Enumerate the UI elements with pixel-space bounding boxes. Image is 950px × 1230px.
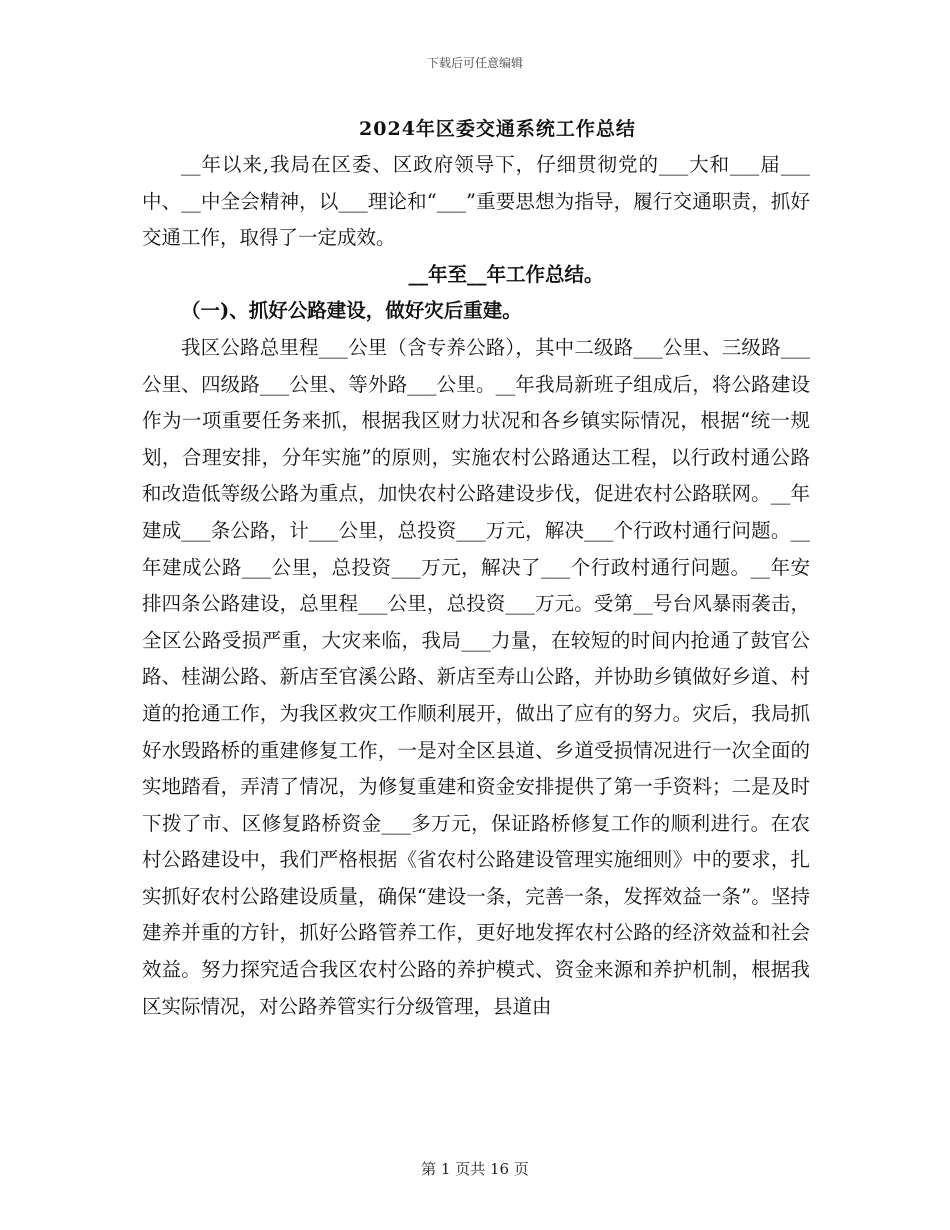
section-heading: __年至__年工作总结。: [408, 262, 604, 286]
header-note: 下载后可任意编辑: [426, 56, 523, 70]
page-footer: 第 1 页共 16 页: [421, 1160, 529, 1178]
body-paragraph: 我区公路总里程___公里（含专养公路），其中二级路___公里、三级路___公里、四级路___公里、等外路___公里。__年我局新班子组成后，将公路建设作为一项重要任务来抓，根据我区财力状况和各乡镇实际情况，根据“统一规划，合理安排，分年实施”的原则，实施农村公路通达工程，以行政村通公路和改造低等级公路为重点，加快农村公路建设步伐，促进农村公路联网。__年建成___条公路，计___公里，总投资___万元，解决___个行政村通行问题。__年建成公路___公里，总投资___万元，解决了___个行政村通行问题。__年安排四条公路建设，总里程___公里，总投资___万元。受第__号台风暴雨袭击，全区公路受损严重，大灾来临，我局___力量，在较短的时间内抢通了鼓官公路、桂湖公路、新店至官溪公路、新店至寿山公路，并协助乡镇做好乡道、村道的抢通工作，为我区救灾工作顺利展开，做出了应有的努力。灾后，我局抓好水毁路桥的重建修复工作，一是对全区县道、乡道受损情况进行一次全面的实地踏看，弄清了情况，为修复重建和资金安排提供了第一手资料；二是及时下拨了市、区修复路桥资金___多万元，保证路桥修复工作的顺利进行。在农村公路建设中，我们严格根据《省农村公路建设管理实施细则》中的要求，扎实抓好农村公路建设质量，确保“建设一条，完善一条，发挥效益一条”。坚持建养并重的方针，抓好公路管养工作，更好地发挥农村公路的经济效益和社会效益。努力探究适合我区农村公路的养护模式、资金来源和养护机制，根据我区实际情况，对公路养管实行分级管理，县道由: [142, 335, 810, 1018]
sub-heading: （一)、抓好公路建设，做好灾后重建。: [181, 299, 522, 323]
intro-paragraph: __年以来,我局在区委、区政府领导下，仔细贯彻党的___大和___届___中、__中全会精神，以___理论和“___”重要思想为指导，履行交通职责，抓好交通工作，取得了一定成效。: [142, 153, 810, 250]
document-title: 2024年区委交通系统工作总结: [359, 118, 636, 140]
document-body: [142, 147, 810, 1025]
